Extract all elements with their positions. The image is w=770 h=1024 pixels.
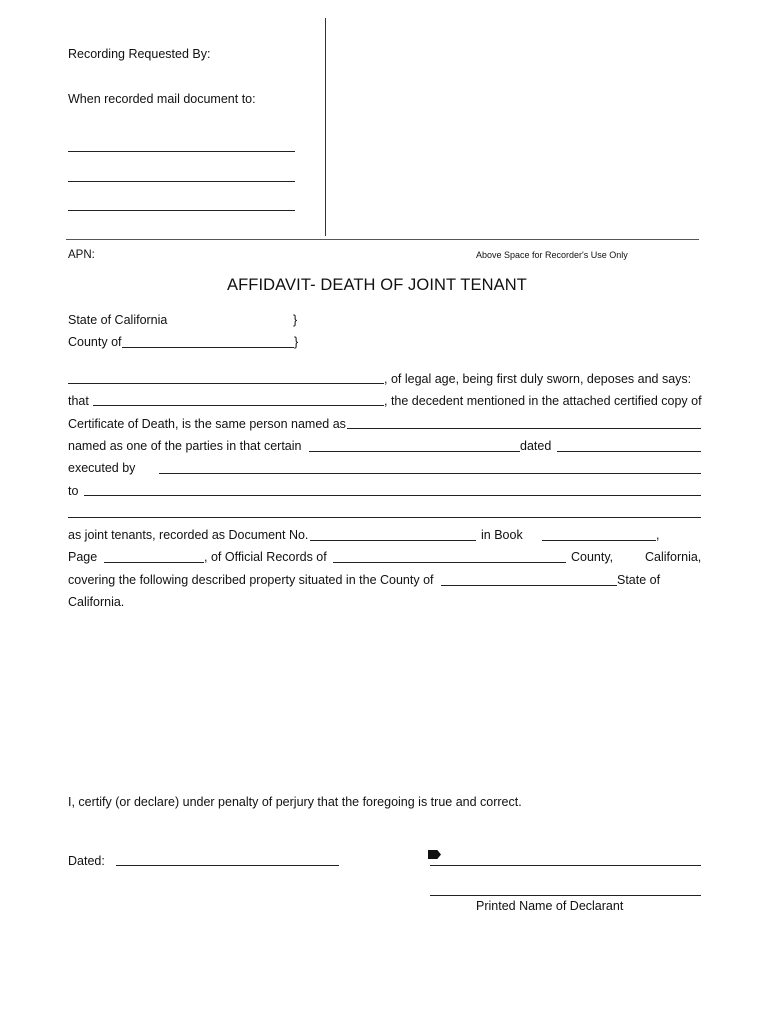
executed-by-text: executed by [68, 461, 136, 475]
dated-label: Dated: [68, 854, 105, 868]
decedent-text: , the decedent mentioned in the attached certified copy of [384, 394, 702, 408]
covering-text: covering the following described property situated in the County of [68, 573, 434, 587]
when-recorded-label: When recorded mail document to: [68, 92, 256, 106]
instrument-date-field[interactable] [557, 451, 701, 452]
county-label: County of [68, 335, 122, 349]
sign-here-arrow-icon [428, 850, 441, 859]
state-label: State of California [68, 313, 168, 327]
california-end-text: California. [68, 595, 125, 609]
county-brace: } [294, 335, 299, 349]
california-text: California, [645, 550, 702, 564]
header-divider-vertical [325, 18, 326, 236]
grantee-field-1[interactable] [84, 495, 701, 496]
page-text: Page [68, 550, 98, 564]
signature-date-field[interactable] [116, 865, 339, 866]
printed-name-label: Printed Name of Declarant [476, 899, 624, 913]
county-comma-text: County, [571, 550, 614, 564]
document-title: AFFIDAVIT- DEATH OF JOINT TENANT [227, 276, 527, 294]
county-field[interactable] [122, 347, 294, 348]
named-as-text: named as one of the parties in that certain [68, 439, 302, 453]
certificate-text: Certificate of Death, is the same person named as [68, 417, 346, 431]
book-comma: , [656, 528, 660, 542]
records-county-field[interactable] [333, 562, 566, 563]
mail-address-line-2[interactable] [68, 181, 295, 182]
affiant-name-field[interactable] [68, 383, 384, 384]
recording-requested-by-label: Recording Requested By: [68, 47, 211, 61]
joint-tenants-text: as joint tenants, recorded as Document No. [68, 528, 309, 542]
instrument-type-field[interactable] [309, 451, 520, 452]
printed-name-field[interactable] [430, 895, 701, 896]
legal-age-text: , of legal age, being first duly sworn, deposes and says: [384, 372, 692, 386]
grantee-field-2[interactable] [68, 517, 701, 518]
state-brace: } [293, 313, 298, 327]
page-field[interactable] [104, 562, 204, 563]
decedent-name-field[interactable] [93, 405, 384, 406]
book-field[interactable] [542, 540, 656, 541]
to-text: to [68, 484, 79, 498]
dated-text: dated [520, 439, 552, 453]
recorder-use-note: Above Space for Recorder's Use Only [476, 250, 628, 260]
official-records-text: , of Official Records of [204, 550, 327, 564]
signature-field[interactable] [430, 865, 701, 866]
named-as-field[interactable] [347, 428, 701, 429]
apn-label: APN: [68, 249, 95, 261]
mail-address-line-1[interactable] [68, 151, 295, 152]
that-text: that [68, 394, 89, 408]
in-book-text: in Book [481, 528, 523, 542]
property-county-field[interactable] [441, 585, 617, 586]
certification-text: I, certify (or declare) under penalty of perjury that the foregoing is true and correct. [68, 795, 522, 809]
header-divider-horizontal [66, 239, 699, 240]
document-number-field[interactable] [310, 540, 476, 541]
state-of-text: State of [617, 573, 661, 587]
mail-address-line-3[interactable] [68, 210, 295, 211]
executed-by-field[interactable] [159, 473, 701, 474]
